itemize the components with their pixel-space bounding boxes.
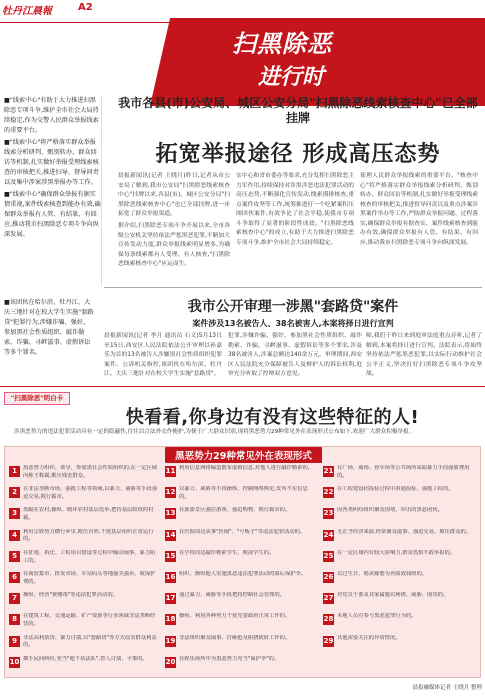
feature-item: [9, 571, 159, 591]
feature-number: 28: [323, 615, 334, 624]
feature-item: [9, 529, 159, 549]
feature-item: [165, 571, 315, 591]
feature-number: 12: [165, 488, 176, 497]
banner-title: 扫黑除恶: [232, 30, 332, 58]
article2-subhead: 案件涉及13名被告人、38名被害人,本案将择日进行宣判: [192, 319, 394, 328]
feature-text: 在娱乐场所中为黑恶势力充当"保护伞"的。: [179, 655, 280, 662]
feature-item: [323, 571, 473, 591]
section-tag: "扫黑除恶"明白卡: [4, 392, 70, 405]
feature-text: 对党员干部及其家属施以利诱、威胁、围攻的。: [337, 592, 449, 599]
sidebar-item: ■"线索中心"将严格落实群众举报线索分析研判、甄别转办、群众回访等机制,扎实做好举报受理线索核查的审核把关,推进扫导、督导问责以及集中涉案涉黑举报办等工作。: [4, 139, 99, 186]
feature-text: 在非法垄断市场、强揽工程等领域,以暴力、威胁等手段强迫交易,欺行霸市。: [23, 486, 158, 500]
feature-item: [165, 550, 315, 570]
feature-text: 插手民间纠纷,充当"地下执法队",替人讨债、平事的。: [23, 655, 148, 662]
feature-item: [165, 613, 315, 633]
feature-item: [9, 550, 159, 570]
section-intro: 涉黑恶势力的违法犯罪活动具有一定的隐蔽性,往往以合法外衣作掩护,为便于广大群众识别,现将黑恶势力29种常见外在表现形式公布如下,欢迎广大群众积极举报。: [14, 429, 415, 435]
feature-text: 非法高利放贷、暴力讨债,以"套路贷"等方式侵害群众利益的。: [23, 634, 157, 649]
feature-number: 29: [323, 636, 334, 645]
article1-headline: 拓宽举报途径 形成高压态势: [155, 142, 441, 167]
feature-item: [323, 592, 473, 612]
feature-text: 在广场、商场、停车场等公共场所采取暴力手段强收费用的。: [337, 465, 470, 479]
feature-number: 19: [165, 636, 176, 645]
banner-subtitle: 进行时: [258, 65, 325, 90]
features-panel: [4, 446, 481, 678]
feature-number: 2: [9, 487, 20, 498]
feature-number: 7: [9, 593, 20, 604]
section-headline: 快看看,你身边有没有这些特征的人!: [125, 407, 420, 428]
feature-item: [323, 613, 473, 633]
article1-column: 使理人民群众举报线索的重要平台。"核查中心"将严格落实群众举报线索分析研判、甄别转办、群众回访等机制,扎实做好举报受理线索核查的审核把关,推进督导问责以及重点涉案涉黑案件举办等工作,严防群众举报问题、过程落实,确保群众举报有据查实、案件线索核查到能办有效,确保群众举报有人管、有结果、有回应,推动我市扫黑除恶专项斗争向纵深发展。: [360, 173, 478, 246]
feature-item: [165, 465, 315, 485]
feature-text: 在旅游景区强拉游客、强迫购物、欺行霸市的。: [179, 507, 291, 514]
feature-number: 1: [9, 466, 20, 477]
feature-number: 9: [9, 636, 20, 647]
feature-text: 利用信息网络编造散布虚假信息,对他人进行敲诈勒索的。: [179, 465, 314, 471]
feature-text: 利用宗族势力横行乡里,欺压百姓,干扰基层组织正常运行的。: [23, 528, 154, 543]
feature-text: 在一定区域内有较大影响力,群众畏惧不敢举报的。: [337, 549, 456, 556]
feature-number: 21: [323, 467, 334, 475]
feature-number: 20: [165, 657, 176, 666]
divider: [104, 287, 482, 288]
feature-number: 5: [9, 551, 20, 562]
feature-number: 11: [165, 467, 176, 475]
feature-item: [9, 507, 159, 527]
feature-number: 17: [165, 594, 176, 603]
feature-text: 在工程建设招投标过程中串通投标、强揽工程的。: [337, 486, 454, 493]
feature-item: [9, 613, 159, 633]
feature-item: [9, 465, 159, 485]
article2-column: 晨报新闻讯(记者 李月 通讯员 石文)5月13日至15日,西安区人民法院依法公开审理以孙嘉乐为首的13名被告人涉嫌黑社会性质组织犯罪案件。公诉机关指控,该团伙在哈尔滨、牡丹江、大庆三地针对在校大学生实施"套路贷"。: [104, 333, 222, 377]
article2-headline: 我市公开审理一涉黑"套路贷"案件: [187, 299, 399, 315]
feature-item: [9, 486, 159, 506]
feature-number: 18: [165, 615, 176, 624]
divider: [0, 386, 485, 387]
feature-text: 操纵、经营"黄赌毒"等违法犯罪活动的。: [23, 592, 118, 599]
feature-text: 本地人员有参与黑恶犯罪行为的。: [337, 613, 417, 620]
feature-number: 14: [165, 530, 176, 539]
article1-column: 实中心和省市委办等要求,充分发挥扫黑除恶主力军作用,持续保持对涉黑涉恶违法犯罪活动的高压态势,不断强化宣传发动,线索摸排核查,重点案件攻坚等工作,统筹推进打一个吃紧案积压图团伙案件,有效争论了社会平稳,使我市专项斗争取得了显著的阶段性成效。"扫黑除恶线索核查中心"的成立,有助于大力推进扫黑除恶专项斗争,维护全市社会大局持续稳定。: [236, 173, 354, 246]
feature-number: 15: [165, 551, 176, 560]
feature-text: 以过生日、婚丧嫁娶为名收敛钱财的。: [337, 571, 428, 577]
feature-item: [9, 592, 159, 612]
feature-number: 10: [9, 657, 20, 666]
feature-item: [323, 635, 473, 655]
feature-text: 因各类纠纷组织聚众围堵、冲击的黑恶团伙。: [337, 507, 443, 514]
panel-title-text: 黑恶势力29种常见外在表现形式: [165, 447, 322, 463]
feature-text: 无正当经济来源,经常聚众滋事、强迫交易、欺压群众的。: [337, 528, 472, 535]
feature-item: [9, 635, 159, 655]
feature-text: 通过暴力、威胁等手段把持控制社会管理的。: [179, 592, 285, 599]
feature-number: 23: [323, 509, 334, 518]
feature-number: 4: [9, 530, 20, 541]
feature-item: [165, 486, 315, 506]
feature-item: [323, 465, 473, 485]
sidebar-highlights-2: [4, 298, 94, 374]
feature-number: 26: [323, 573, 334, 581]
page-number: A2: [78, 2, 93, 13]
article1-kicker: 我市各县(市)公安局、城区公安分局"扫黑除恶线索核查中心"已全部挂牌: [118, 96, 478, 125]
feature-item: [165, 507, 315, 527]
feature-number: 25: [323, 551, 334, 560]
feature-text: 在医院周边从事"医闹"、"号贩子"等违法犯罪活动的。: [179, 528, 306, 535]
feature-text: 在征地、拆迁、工程项目建设等过程中煽动闹事、暴力阻工的。: [23, 549, 156, 564]
sidebar-item: ■该团伙在哈尔滨、牡丹江、大庆三地针对在校大学生实施"套路贷"犯罪行为,涉嫌诈骗、强奸、参加黑社会性质组织、敲诈勒索、诈骗、寻衅滋事、虚假诉讼等多个罪名。: [4, 299, 94, 356]
feature-number: 13: [165, 509, 176, 518]
feature-number: 22: [323, 488, 334, 497]
feature-number: 16: [165, 573, 176, 581]
feature-item: [323, 529, 473, 549]
date-line: 2019年5月15日 星期三 责任编辑: 杨柳 版式: 张凤民 校对: 韩雪 新闻热线8688168: [345, 2, 477, 15]
article1-column: 晨报新闻讯(记者 王晓月)昨日,记者从市公安局了解到,我市公安局"扫黑除恶线索核查中心"挂牌以来,各县(市)、城区公安分局"扫黑除恶线索核查中心"也已全部挂牌,进一步拓宽了群众举报渠道。: [118, 173, 230, 216]
article2-column: 犯罪,涉嫌诈骗、强奸、参加黑社会性质组织、敲诈勒索、诈骗、寻衅滋事、虚假诉讼等多个罪名,涉及38名被害人,涉案总额达140余万元。审理期间,西安区人民法院充分保障被告人及辩护人的诉讼权利,庭审充分听取了控辩双方意见。: [228, 333, 362, 377]
feature-number: 3: [9, 508, 20, 519]
feature-item: [165, 656, 315, 676]
feature-text: 操纵、利用各种势力干扰党委政府正常工作的。: [179, 613, 291, 620]
feature-number: 24: [323, 530, 334, 539]
paper-name: 牡丹江晨報: [2, 6, 52, 17]
feature-text: 在商贸集市、批发市场、车站码头等地强买强卖、收保护费的。: [23, 571, 156, 585]
article2-column: 师,我们于昨日来到庭审法庭重点旁听,记者了解到,本案将择日进行宣判。法院表示,将始终坚持依法严惩黑恶犯罪,以实际行动维护社会公平正义,坚决打好扫黑除恶专项斗争攻坚战。: [366, 333, 482, 377]
feature-item: [165, 635, 315, 655]
feature-item: [323, 507, 473, 527]
feature-text: 其他需要关注的异常情况。: [337, 634, 401, 641]
feature-text: 在建筑工程、交通运输、矿产资源等行业领域非法垄断经营的。: [23, 613, 156, 628]
feature-text: 盘踞在农村,操纵、破坏农村基层选举,把持基层政权的村霸。: [23, 507, 154, 522]
article1-column: 据介绍,扫黑除恶专项斗争开展以来,全市各级公安机关坚持依法严惩黑恶犯罪,不断加大宣传发动力度,群众举报线索明显增多,为确保每条线索都有人受理、有人核查,"扫黑除恶线索核查中心"应运而生。: [118, 223, 230, 267]
sidebar-item: ■"线索中心"有助于大力推进扫黑除恶专项斗争,维护全市社会大局持续稳定,作为交警人民群众举报线索的重要平台。: [4, 97, 99, 134]
feature-item: [165, 592, 315, 612]
sidebar-item: ■"线索中心"确保群众举报有据实情重视,案件线索核查到能办有效,确保群众举报有人管、有结果、有回应,推动我市扫黑除恶专项斗争向纵深发展。: [4, 191, 101, 238]
feature-item: [323, 550, 473, 570]
feature-item: [9, 656, 159, 676]
feature-number: 6: [9, 572, 20, 583]
feature-text: 在学校周边敲诈勒索学生、欺凌学生的。: [179, 549, 275, 556]
feature-number: 27: [323, 594, 334, 603]
feature-text: 非法组织聚众闹事、打砸抢及阻挠政府工作的。: [179, 634, 291, 641]
feature-item: [165, 529, 315, 549]
feature-number: 8: [9, 614, 20, 625]
sidebar-highlights: [4, 96, 102, 286]
feature-text: 组织、操纵他人实施黑恶违法犯罪活动的幕后保护伞。: [179, 571, 307, 577]
panel-title: [5, 447, 482, 461]
feature-text: 黑恶势力组织、领导、参加黑社会性质组织的,在一定区域内称王称霸,欺压残害群众。: [23, 465, 158, 479]
feature-text: 以暴力、威胁等手段操纵、控制网络舆论,发布不实信息的。: [179, 486, 308, 500]
footer-credit: 晨报融媒体记者 王晓月 整理: [412, 685, 482, 691]
feature-item: [323, 486, 473, 506]
